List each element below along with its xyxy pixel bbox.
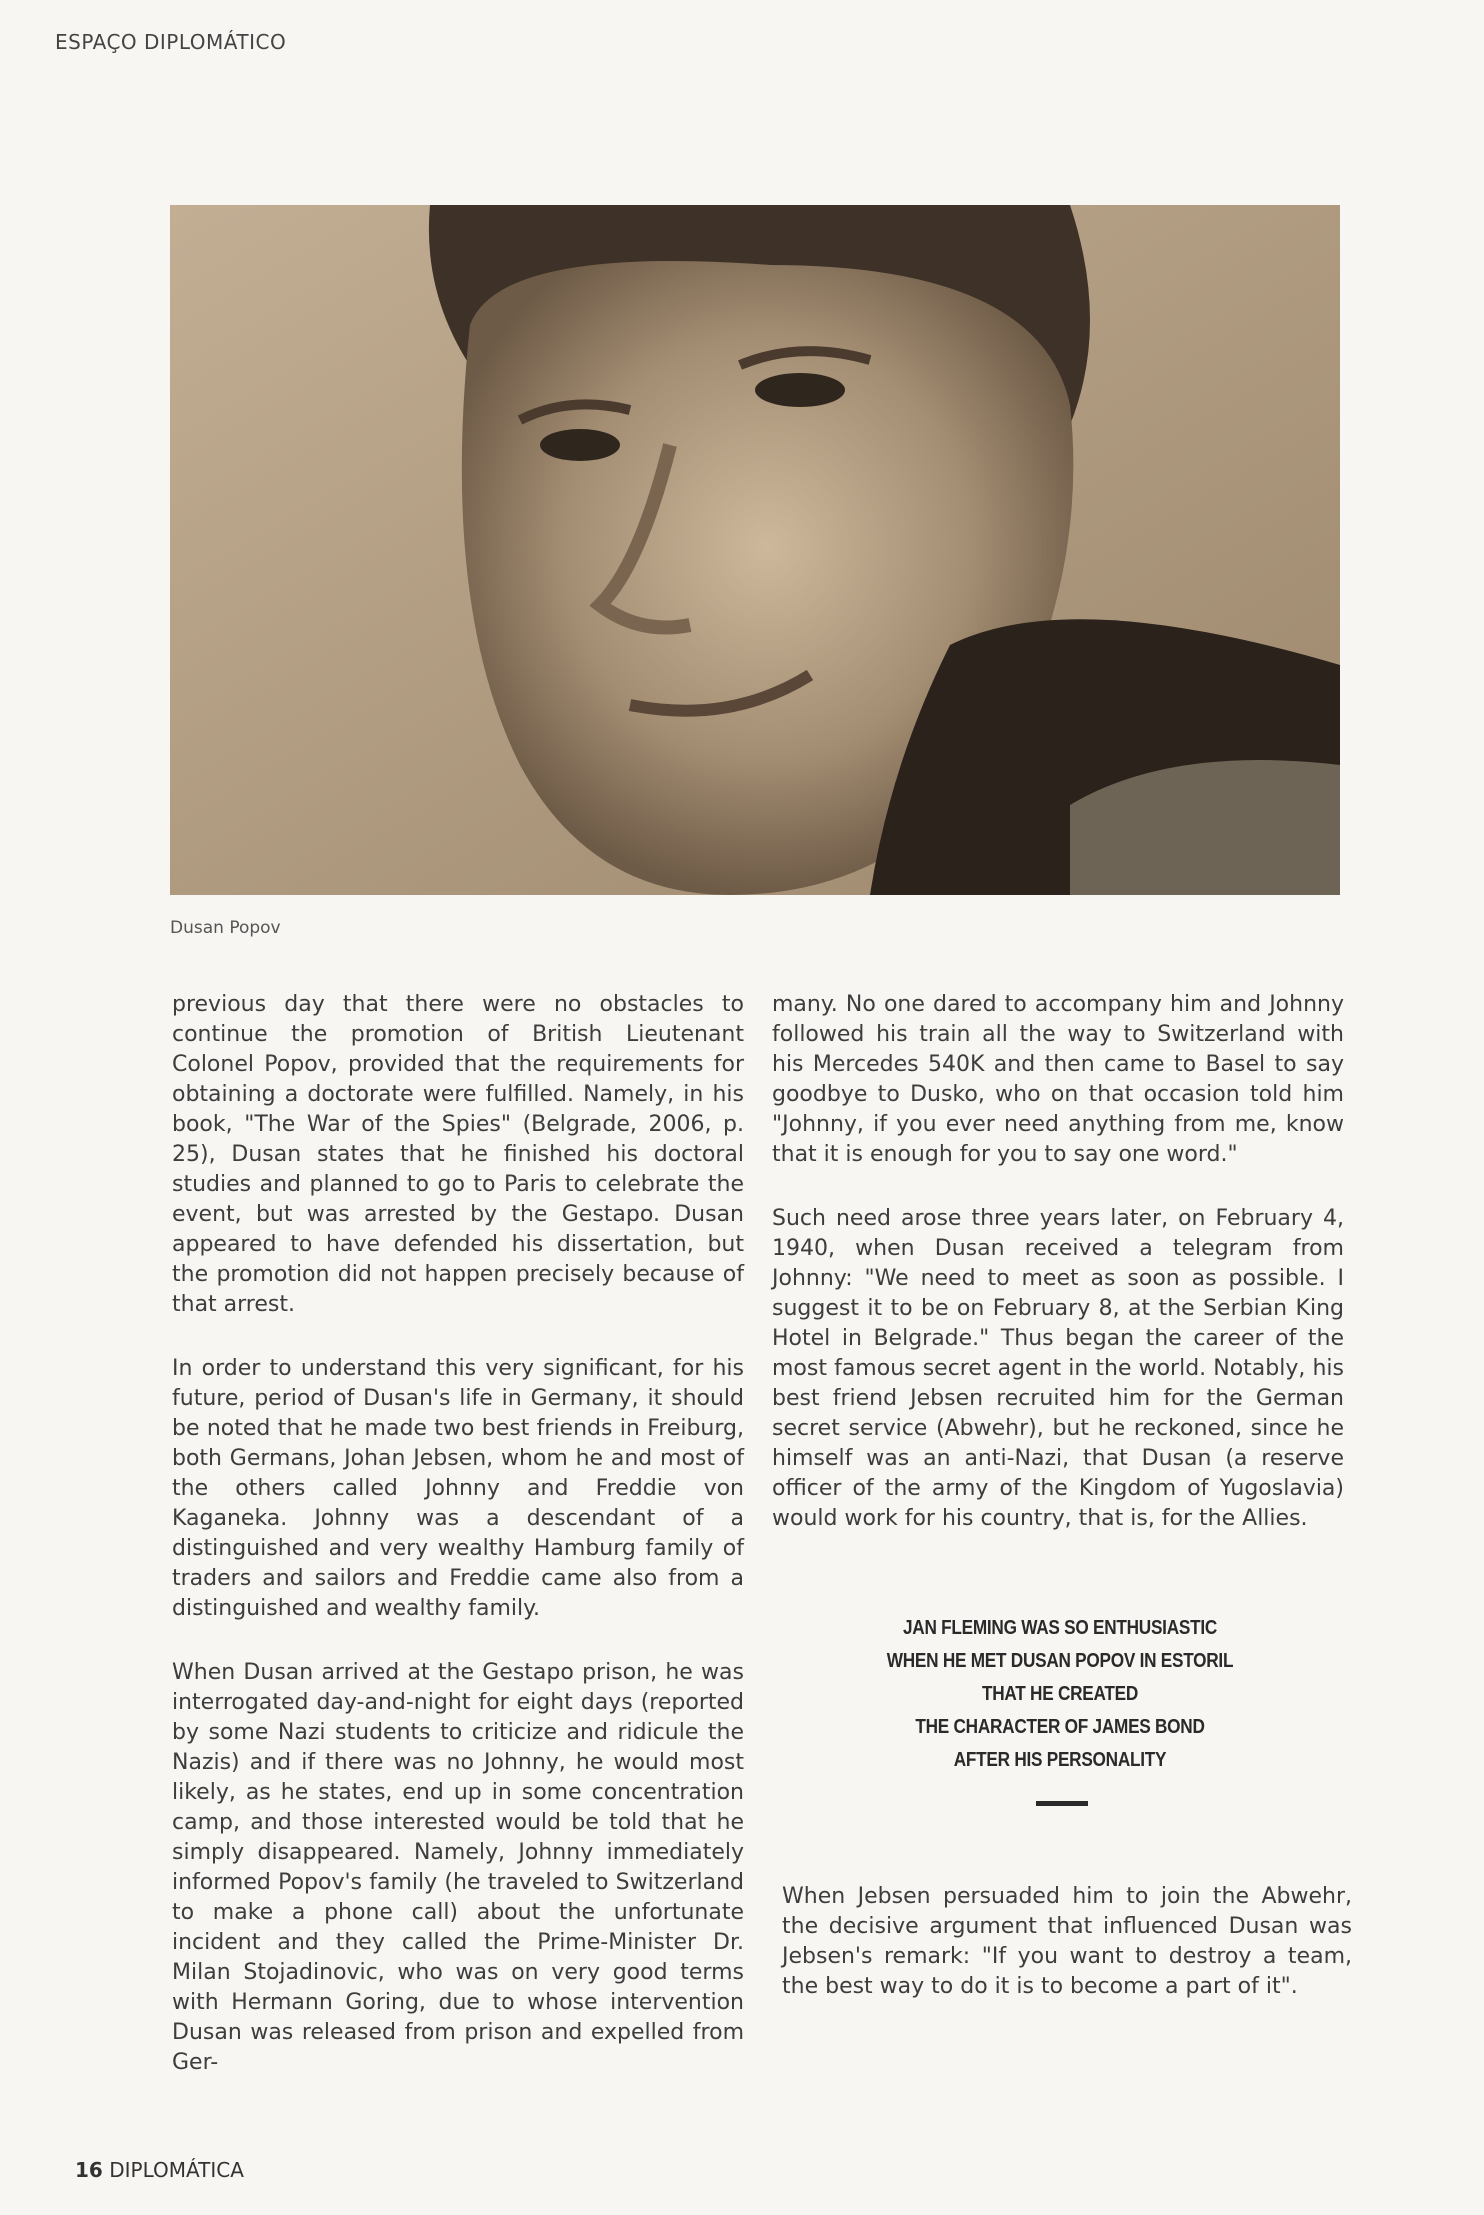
page-footer [75, 2158, 244, 2182]
paragraph: Such need arose three years later, on February 4, 1940, when Dusan received a telegram from Johnny: "We need to meet as soon as possible. I suggest it to be on February 8, at the Serbian King Hotel in Belgrade." Thus began the career of the most famous secret agent in the world. Notably, his best friend Jebsen recruited him for the German secret service (Abwehr), but he reckoned, since he himself was an anti-Nazi, that Dusan (a reserve officer of the army of the Kingdom of Yugoslavia) would work for his country, that is, for the Allies. [772, 1206, 1344, 1531]
right-column [772, 990, 1344, 1568]
page-number: 16 [75, 2158, 103, 2182]
paragraph: previous day that there were no obstacles to continue the promotion of British Lieutenant Colonel Popov, provided that the requirements for obtaining a doctorate were fulfilled. Namely, in his book, "The War of the Spies" (Belgrade, 2006, p. 25), Dusan states that he finished his doctoral studies and planned to go to Paris to celebrate the event, but was arrested by the Gestapo. Dusan appeared to have defended his dissertation, but the promotion did not happen precisely because of that arrest. [172, 992, 744, 1317]
pull-quote-line: THAT HE CREATED [981, 1683, 1139, 1705]
left-column [172, 990, 744, 2112]
pull-quote-line: WHEN HE MET DUSAN POPOV IN ESTORIL [886, 1650, 1234, 1672]
paragraph: many. No one dared to accompany him and Johnny followed his train all the way to Switzerland with his Mercedes 540K and then came to Basel to say goodbye to Dusko, who on that occasion told him "Johnny, if you ever need anything from me, know that it is enough for you to say one word." [772, 992, 1344, 1167]
paragraph: When Jebsen persuaded him to join the Abwehr, the decisive argument that influenced Dusan was Jebsen's remark: "If you want to destroy a team, the best way to do it is to become a part of it". [782, 1884, 1352, 1999]
paragraph: When Dusan arrived at the Gestapo prison, he was interrogated day-and-night for eight days (reported by some Nazi students to criticize and ridicule the Nazis) and if there was no Johnny, he would most likely, as he states, end up in some concentration camp, and those interested would be told that he simply disappeared. Namely, Johnny immediately informed Popov's family (he traveled to Switzerland to make a phone call) about the unfortunate incident and they called the Prime-Minister Dr. Milan Stojadinovic, who was on very good terms with Hermann Goring, due to whose intervention Dusan was released from prison and expelled from Ger- [172, 1660, 744, 2075]
portrait-illustration [170, 205, 1340, 895]
paragraph: In order to understand this very significant, for his future, period of Dusan's life in Germany, it should be noted that he made two best friends in Freiburg, both Germans, Johan Jebsen, whom he and most of the others called Johnny and Freddie von Kaganeka. Johnny was a descendant of a distinguished and very wealthy Hamburg family of traders and sailors and Freddie came also from a distinguished and wealthy family. [172, 1356, 744, 1621]
pull-quote-line: JAN FLEMING WAS SO ENTHUSIASTIC [902, 1617, 1218, 1639]
pull-quote-divider [1036, 1801, 1088, 1806]
pull-quote [845, 1612, 1275, 1777]
photo-caption: Dusan Popov [170, 918, 281, 938]
section-header: ESPAÇO DIPLOMÁTICO [55, 30, 287, 54]
portrait-photo [170, 205, 1340, 895]
publication-name: DIPLOMÁTICA [109, 2158, 244, 2182]
pull-quote-line: AFTER HIS PERSONALITY [953, 1749, 1167, 1771]
pull-quote-line: THE CHARACTER OF JAMES BOND [915, 1716, 1205, 1738]
